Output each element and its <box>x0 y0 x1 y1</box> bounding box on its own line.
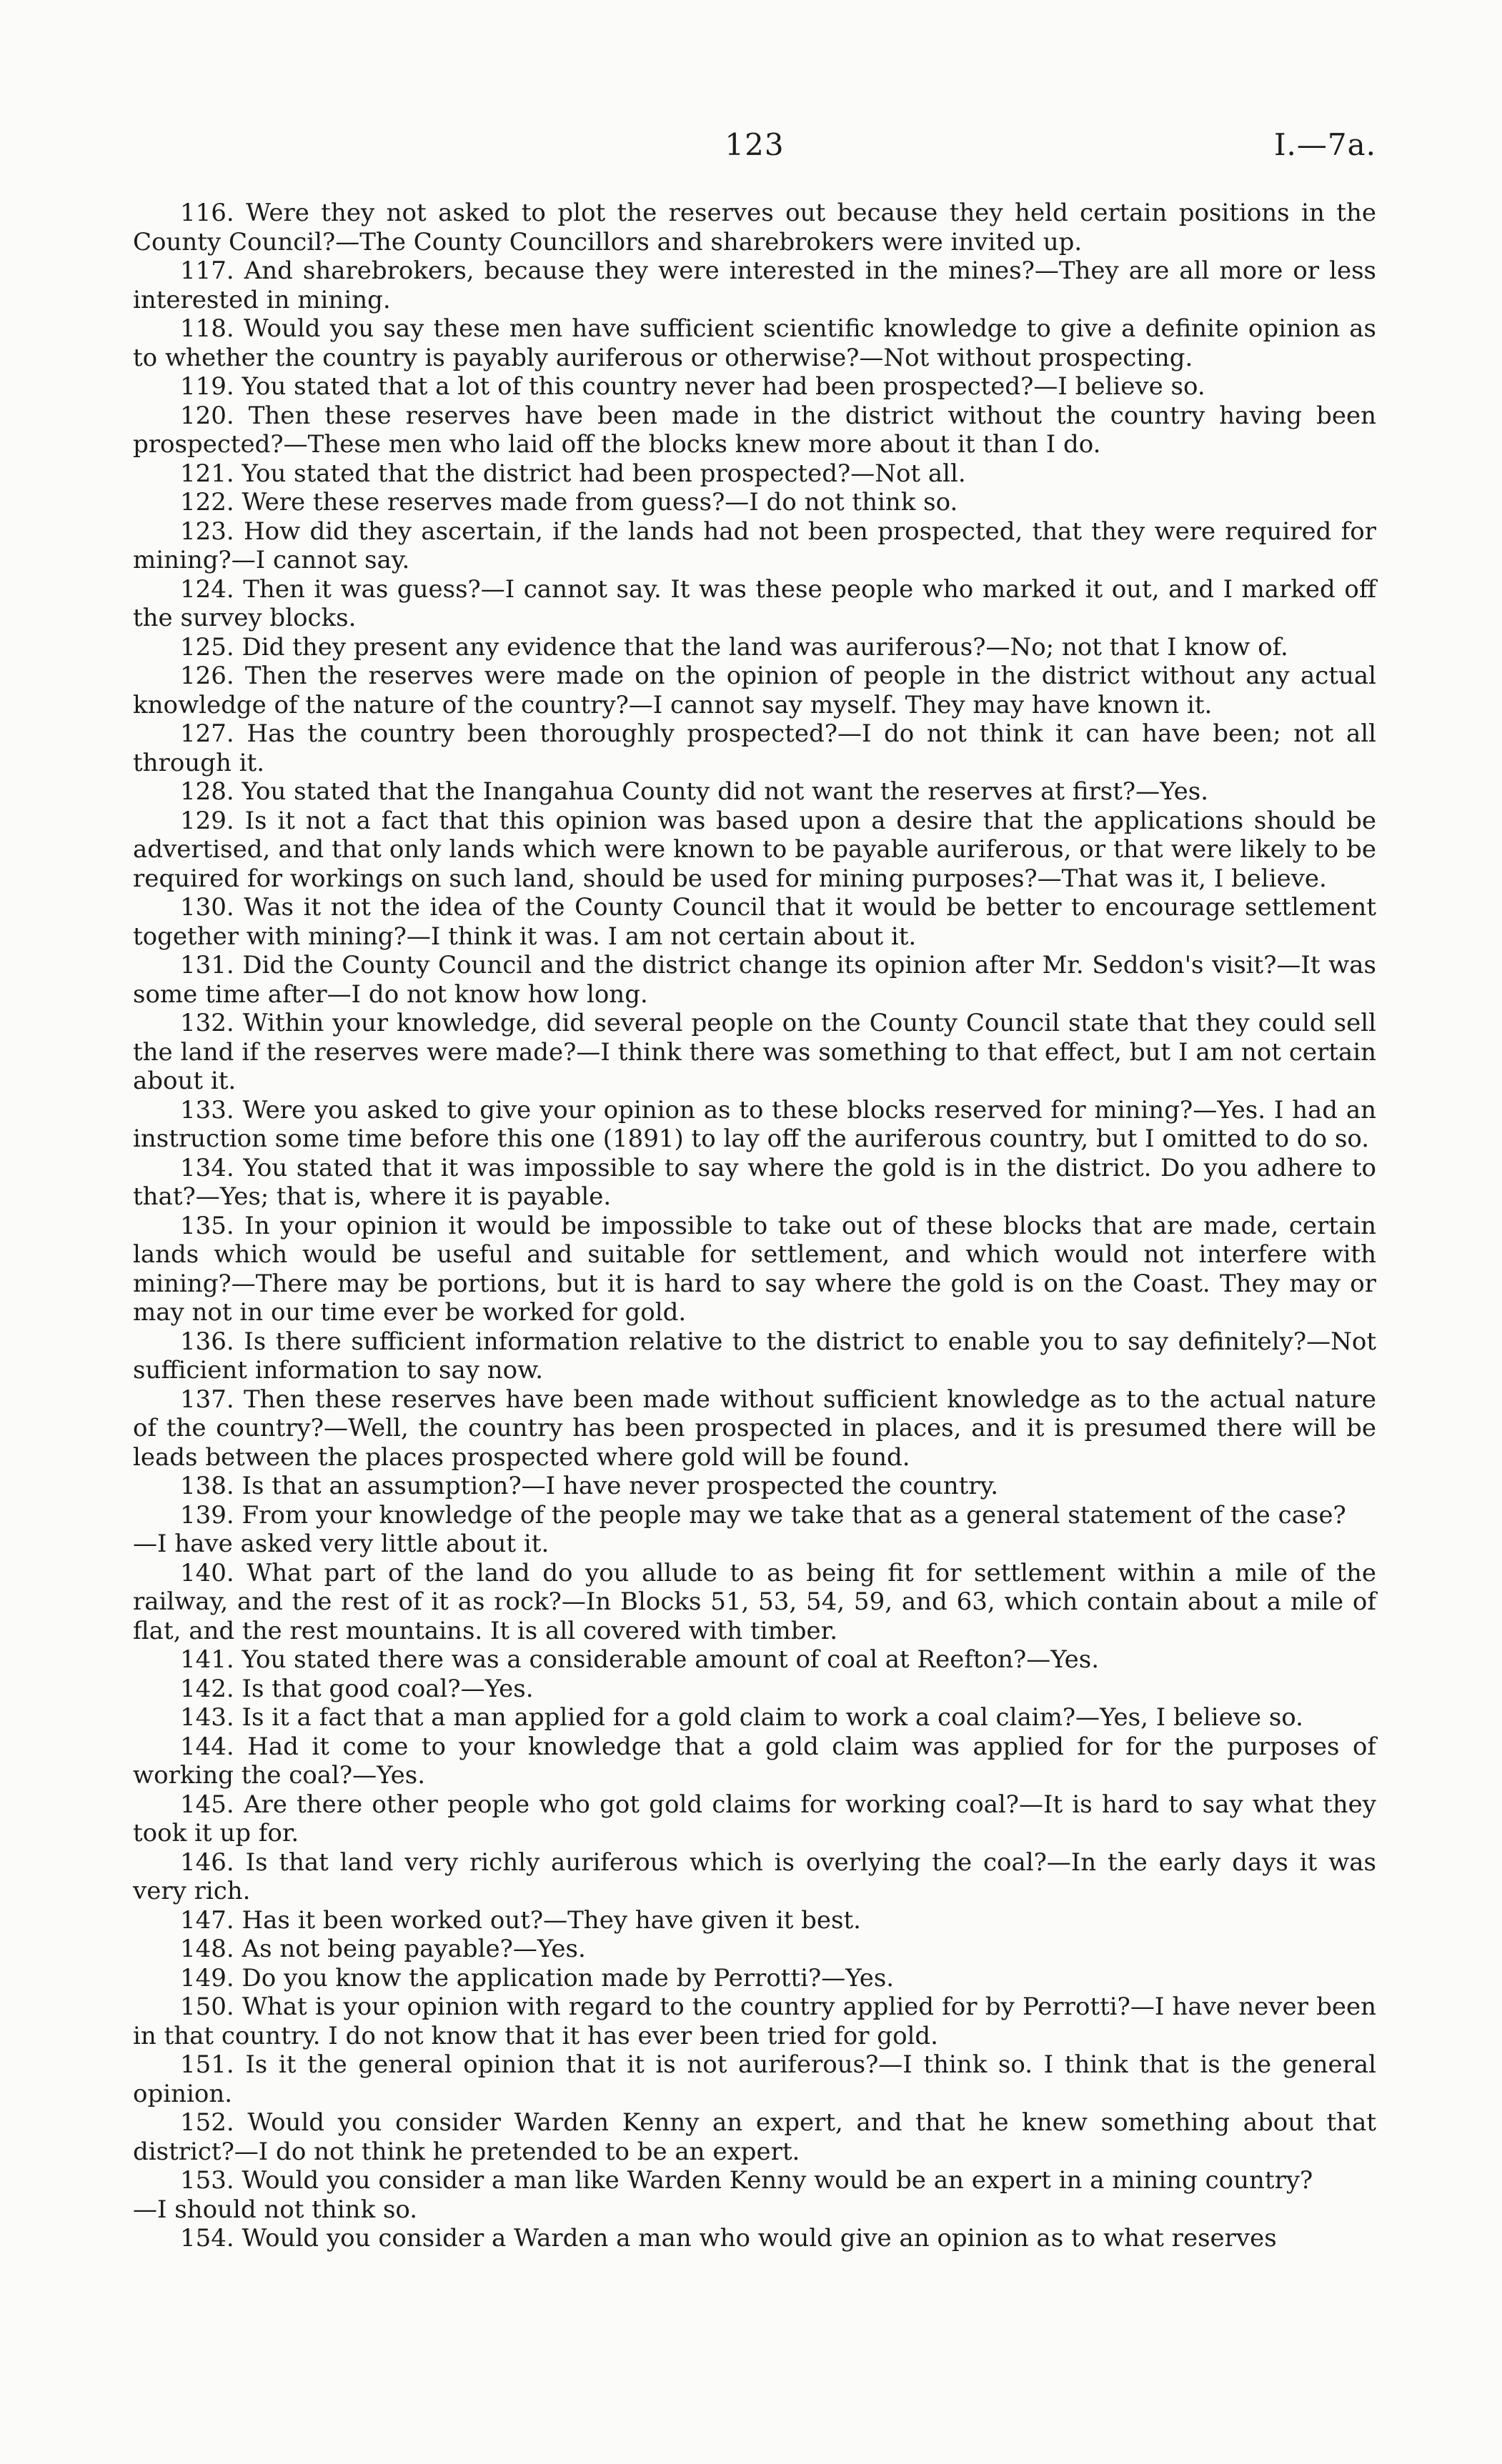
paragraph-137: 137. Then these reserves have been made without sufficient knowledge as to the actual nature of the country?—Well, the country has been prospected in places, and it is presumed there will be leads between the places prospected where gold will be found. <box>133 1385 1376 1472</box>
paragraph-139: 139. From your knowledge of the people may we take that as a general statement of the case? <box>180 1500 1346 1530</box>
minutes-of-evidence-text <box>133 199 1376 2253</box>
paragraph-123: 123. How did they ascertain, if the lands had not been prospected, that they were required for mining?—I cannot say. <box>133 517 1376 574</box>
paragraph-152: 152. Would you consider Warden Kenny an expert, and that he knew something about that district?—I do not think he pretended to be an expert. <box>133 2108 1376 2166</box>
paragraph-143: 143. Is it a fact that a man applied for a gold claim to work a coal claim?—Yes, I believe so. <box>180 1703 1303 1732</box>
paragraph-116: 116. Were they not asked to plot the reserves out because they held certain positions in the County Council?—The County Councillors and sharebrokers were invited up. <box>133 199 1376 256</box>
paragraph-135: 135. In your opinion it would be impossible to take out of these blocks that are made, certain lands which would be useful and suitable for settlement, and which would not interfere with mining?—There may be portions, but it is hard to say where the gold is on the Coast. They may or may not in our time ever be worked for gold. <box>133 1211 1376 1327</box>
document-reference: I.—7a. <box>1273 127 1376 162</box>
paragraph-121: 121. You stated that the district had been prospected?—Not all. <box>180 459 966 488</box>
paragraph-141: 141. You stated there was a considerable amount of coal at Reefton?—Yes. <box>180 1645 1100 1674</box>
page-number: 123 <box>725 127 785 162</box>
paragraph-132: 132. Within your knowledge, did several people on the County Council state that they could sell the land if the reserves were made?—I think there was something to that effect, but I am not certain about it. <box>133 1009 1376 1095</box>
paragraph-153-answer: —I should not think so. <box>133 2195 418 2224</box>
paragraph-136: 136. Is there sufficient information relative to the district to enable you to say definitely?—Not sufficient information to say now. <box>133 1327 1376 1385</box>
paragraph-125: 125. Did they present any evidence that the land was auriferous?—No; not that I know of. <box>180 632 1288 662</box>
paragraph-145: 145. Are there other people who got gold claims for working coal?—It is hard to say what they took it up for. <box>133 1790 1376 1847</box>
paragraph-133: 133. Were you asked to give your opinion as to these blocks reserved for mining?—Yes. I had an instruction some time before this one (1891) to lay off the auriferous country, but I omitted to do so. <box>133 1095 1376 1153</box>
paragraph-127: 127. Has the country been thoroughly prospected?—I do not think it can have been; not all through it. <box>133 719 1376 777</box>
paragraph-139-answer: —I have asked very little about it. <box>133 1530 549 1558</box>
paragraph-130: 130. Was it not the idea of the County Council that it would be better to encourage settlement together with mining?—I think it was. I am not certain about it. <box>133 893 1376 951</box>
paragraph-131: 131. Did the County Council and the district change its opinion after Mr. Seddon's visit?—It was some time after—I do not know how long. <box>133 951 1376 1009</box>
paragraph-118: 118. Would you say these men have sufficient scientific knowledge to give a definite opinion as to whether the country is payably auriferous or otherwise?—Not without prospecting. <box>133 314 1376 372</box>
paragraph-153: 153. Would you consider a man like Warden Kenny would be an expert in a mining country? <box>180 2166 1313 2195</box>
page-header <box>133 127 1376 170</box>
paragraph-134: 134. You stated that it was impossible to say where the gold is in the district. Do you adhere to that?—Yes; that is, where it is payable. <box>133 1153 1376 1211</box>
paragraph-154: 154. Would you consider a Warden a man who would give an opinion as to what reserves <box>180 2224 1277 2253</box>
paragraph-147: 147. Has it been worked out?—They have given it best. <box>180 1905 861 1935</box>
paragraph-117: 117. And sharebrokers, because they were interested in the mines?—They are all more or less interested in mining. <box>133 256 1376 314</box>
paragraph-142: 142. Is that good coal?—Yes. <box>180 1674 534 1703</box>
paragraph-119: 119. You stated that a lot of this country never had been prospected?—I believe so. <box>180 372 1205 401</box>
paragraph-122: 122. Were these reserves made from guess?—I do not think so. <box>180 488 958 517</box>
paragraph-124: 124. Then it was guess?—I cannot say. It was these people who marked it out, and I marked off the survey blocks. <box>133 574 1376 632</box>
paragraph-149: 149. Do you know the application made by Perrotti?—Yes. <box>180 1963 895 1992</box>
paragraph-129: 129. Is it not a fact that this opinion was based upon a desire that the applications should be advertised, and that only lands which were known to be payable auriferous, or that were likely to be required for workings on such land, should be used for mining purposes?—That was it, I believe. <box>133 806 1376 893</box>
paragraph-146: 146. Is that land very richly auriferous which is overlying the coal?—In the early days it was very rich. <box>133 1847 1376 1905</box>
paragraph-144: 144. Had it come to your knowledge that a gold claim was applied for for the purposes of working the coal?—Yes. <box>133 1732 1376 1790</box>
paragraph-128: 128. You stated that the Inangahua County did not want the reserves at first?—Yes. <box>180 777 1209 806</box>
paragraph-150: 150. What is your opinion with regard to the country applied for by Perrotti?—I have never been in that country. I do not know that it has ever been tried for gold. <box>133 1992 1376 2050</box>
paragraph-151: 151. Is it the general opinion that it is not auriferous?—I think so. I think that is the general opinion. <box>133 2050 1376 2108</box>
paragraph-126: 126. Then the reserves were made on the opinion of people in the district without any actual knowledge of the nature of the country?—I cannot say myself. They may have known it. <box>133 662 1376 719</box>
paragraph-138: 138. Is that an assumption?—I have never prospected the country. <box>180 1472 999 1500</box>
paragraph-148: 148. As not being payable?—Yes. <box>180 1935 586 1963</box>
paragraph-140: 140. What part of the land do you allude to as being fit for settlement within a mile of the railway, and the rest of it as rock?—In Blocks 51, 53, 54, 59, and 63, which contain about a mile of flat, and the rest mountains. It is all covered with timber. <box>133 1558 1376 1645</box>
paragraph-120: 120. Then these reserves have been made in the district without the country having been prospected?—These men who laid off the blocks knew more about it than I do. <box>133 401 1376 459</box>
